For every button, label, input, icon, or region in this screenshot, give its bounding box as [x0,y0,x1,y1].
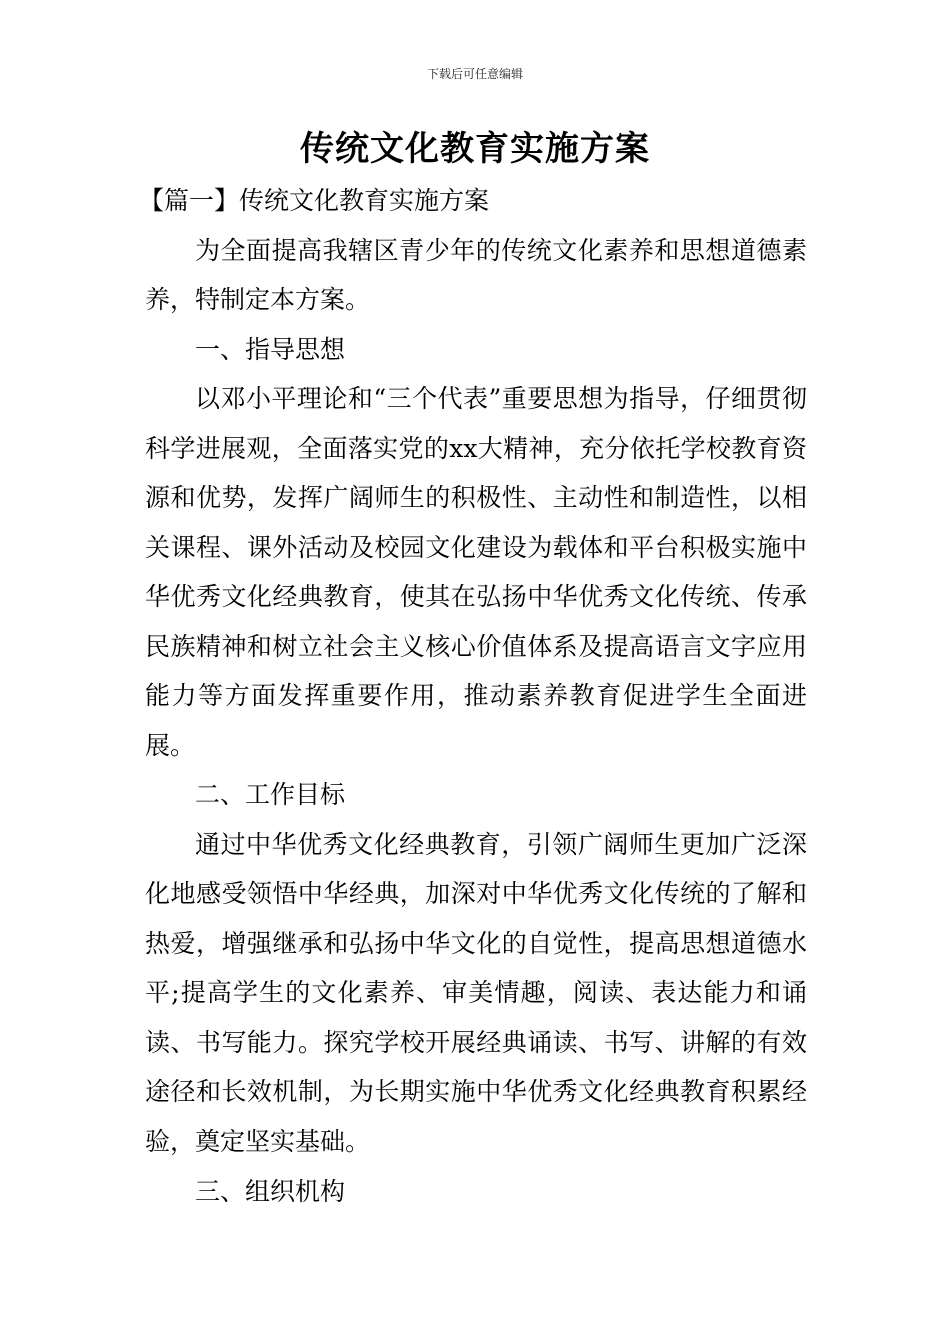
intro-paragraph: 为全面提高我辖区青少年的传统文化素养和思想道德素养，特制定本方案。 [145,235,807,314]
section-heading-guiding-ideology: 一、指导思想 [195,334,346,364]
section-heading-work-goals: 二、工作目标 [195,780,346,809]
section-heading-organization: 三、组织机构 [195,1177,346,1206]
section-paragraph-guiding-ideology: 以邓小平理论和“三个代表”重要思想为指导，仔细贯彻科学进展观，全面落实党的xx大精神，充分依托学校教育资源和优势，发挥广阔师生的积极性、主动性和制造性，以相关课程、课外活动及校园文化建设为载体和平台积极实施中华优秀文化经典教育，使其在弘扬中华优秀文化传统、传承民族精神和树立社会主义核心价值体系及提高语言文字应用能力等方面发挥重要作用，推动素养教育促进学生全面进展。 [145,384,807,760]
header-note: 下载后可任意编辑 [426,67,523,81]
document-title: 传统文化教育实施方案 [300,129,650,169]
section-paragraph-work-goals: 通过中华优秀文化经典教育，引领广阔师生更加广泛深化地感受领悟中华经典，加深对中华优秀文化传统的了解和热爱，增强继承和弘扬中华文化的自觉性，提高思想道德水平;提高学生的文化素养、审美情趣，阅读、表达能力和诵读、书写能力。探究学校开展经典诵读、书写、讲解的有效途径和长效机制，为长期实施中华优秀文化经典教育积累经验，奠定坚实基础。 [145,829,807,1156]
document-body [139,175,807,1217]
document-subtitle: 【篇一】传统文化教育实施方案 [139,186,490,215]
